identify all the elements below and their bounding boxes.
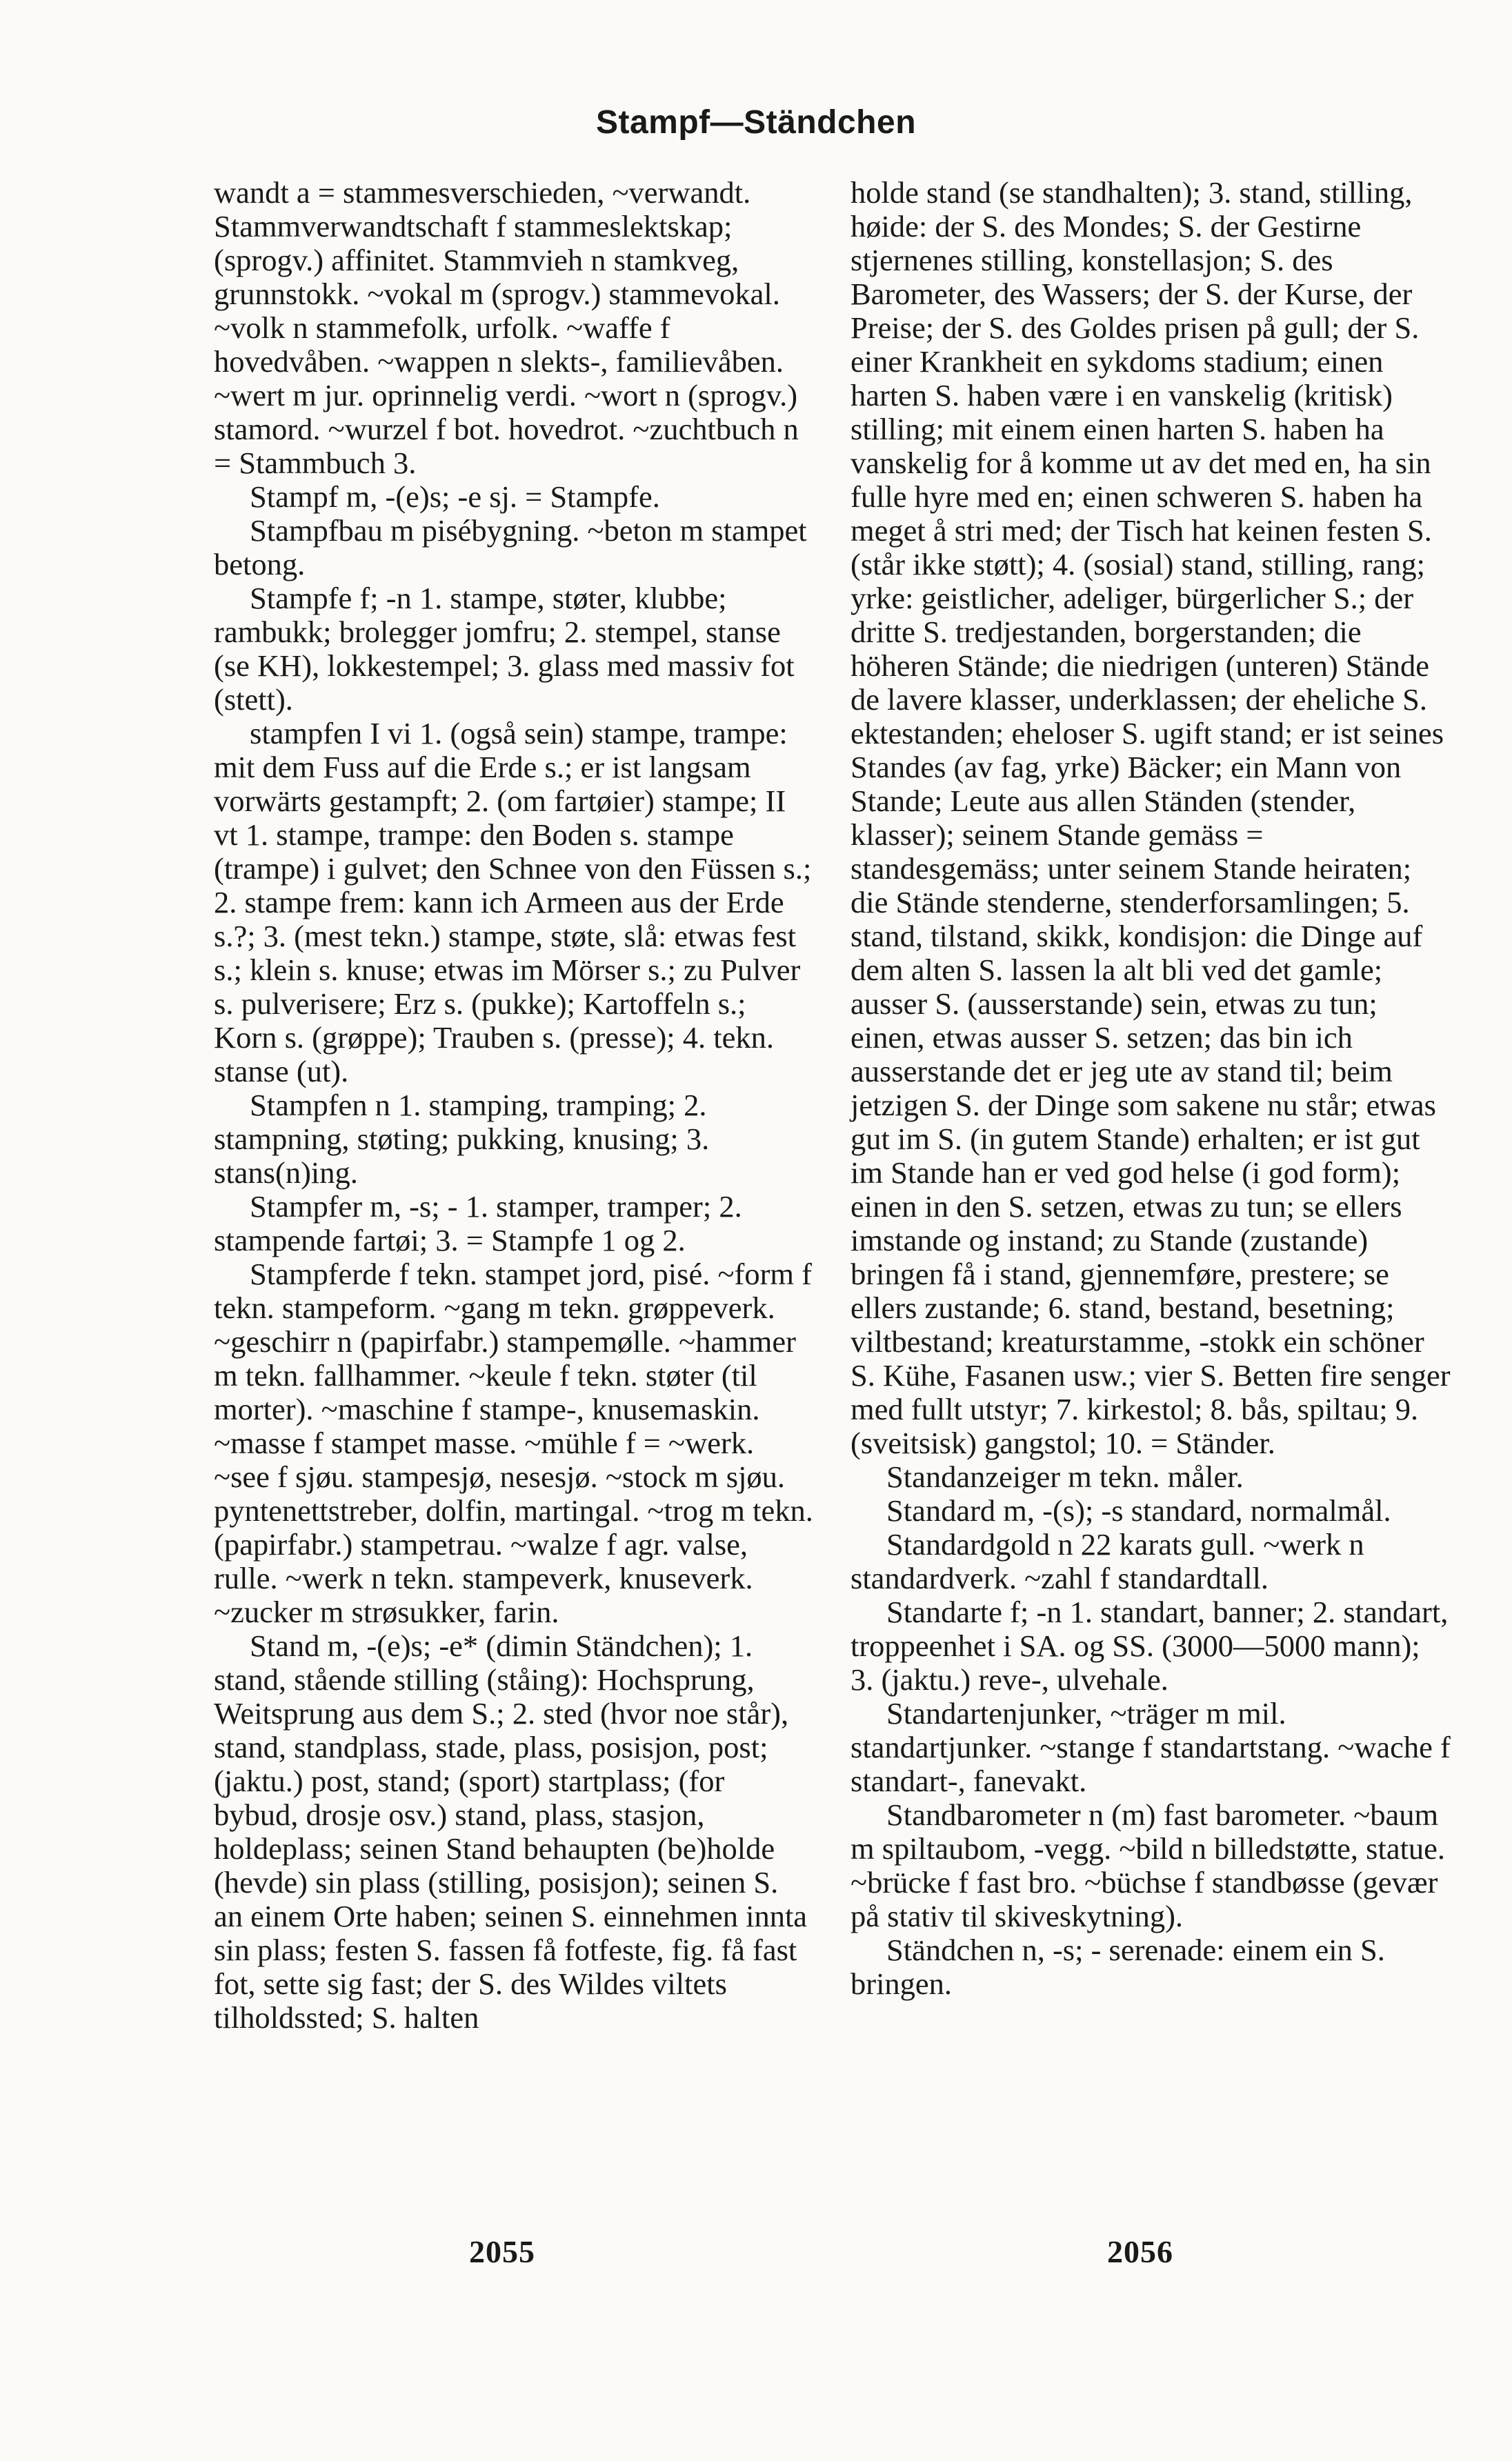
dictionary-entry: Stampfer m, -s; - 1. stamper, tramper; 2. stampende fartøi; 3. = Stampfe 1 og 2. <box>214 1189 742 1257</box>
right-column <box>850 176 1451 2001</box>
dictionary-entry: Ständchen n, -s; - serenade: einem ein S. bringen. <box>850 1933 1385 2001</box>
page-number-left: 2055 <box>469 2234 535 2269</box>
dictionary-entry: Stampfen n 1. stamping, tramping; 2. stampning, støting; pukking, knusing; 3. stans(n)ing. <box>214 1088 710 1190</box>
dictionary-entry: stampfen I vi 1. (også sein) stampe, trampe: mit dem Fuss auf die Erde s.; er ist langsam vorwärts gestampft; 2. (om fartøier) stampe; II vt 1. stampe, trampe: den Boden s. stampe (trampe) i gulvet; den Schnee von den Füssen s.; 2. stampe frem: kann ich Armeen aus der Erde s.?; 3. (mest tekn.) stampe, støte, slå: etwas fest s.; klein s. knuse; etwas im Mörser s.; zu Pulver s. pulverisere; Erz s. (pukke); Kartoffeln s.; Korn s. (grøppe); Trauben s. (presse); 4. tekn. stanse (ut). <box>214 716 812 1088</box>
dictionary-entry: Stand m, -(e)s; -e* (dimin Ständchen); 1. stand, stående stilling (ståing): Hochsprung, Weitsprung aus dem S.; 2. sted (hvor noe står), stand, standplass, stade, plass, posisjon, post; (jaktu.) post, stand; (sport) startplass; (for bybud, drosje osv.) stand, plass, stasjon, holdeplass; seinen Stand behaupten (be)holde (hevde) sin plass (stilling, posisjon); seinen S. an einem Orte haben; seinen S. einnehmen innta sin plass; festen S. fassen få fotfeste, fig. få fast fot, sette sig fast; der S. des Wildes viltets tilholdssted; S. halten <box>214 1628 808 2035</box>
dictionary-entry: wandt a = stammesverschieden, ~verwandt. Stammverwandtschaft f stammeslektskap; (sprogv.) affinitet. Stammvieh n stamkveg, grunnstokk. ~vokal m (sprogv.) stammevokal. ~volk n stammefolk, urfolk. ~waffe f hovedvåben. ~wappen n slekts-, familievåben. ~wert m jur. oprinnelig verdi. ~wort n (sprogv.) stamord. ~wurzel f bot. hovedrot. ~zuchtbuch n = Stammbuch 3. <box>214 175 799 480</box>
dictionary-entry: Stampf m, -(e)s; -e sj. = Stampfe. <box>250 479 660 514</box>
dictionary-entry: Stampferde f tekn. stampet jord, pisé. ~form f tekn. stampeform. ~gang m tekn. grøppeverk. ~geschirr n (papirfabr.) stampemølle. ~hammer m tekn. fallhammer. ~keule f tekn. støter (til morter). ~maschine f stampe-, knusemaskin. ~masse f stampet masse. ~mühle f = ~werk. ~see f sjøu. stampesjø, nesesjø. ~stock m sjøu. pyntenettstreber, dolfin, martingal. ~trog m tekn. (papirfabr.) stampetrau. ~walze f agr. valse, rulle. ~werk n tekn. stampeverk, knuseverk. ~zucker m strøsukker, farin. <box>214 1257 813 1629</box>
dictionary-entry: Standanzeiger m tekn. måler. <box>886 1459 1244 1494</box>
dictionary-entry: Stampfbau m pisébygning. ~beton m stampet betong. <box>214 513 807 581</box>
dictionary-entry: holde stand (se standhalten); 3. stand, stilling, høide: der S. des Mondes; S. der Gestirne stjernenes stilling, konstellasjon; S. des Barometer, des Wassers; der S. der Kurse, der Preise; der S. des Goldes prisen på gull; der S. einer Krankheit en sykdoms stadium; einen harten S. haben være i en vanskelig (kritisk) stilling; mit einem einen harten S. haben ha vanskelig for å komme ut av det med en, ha sin fulle hyre med en; einen schweren S. haben ha meget å stri med; der Tisch hat keinen festen S. (står ikke støtt); 4. (sosial) stand, stilling, rang; yrke: geistlicher, adeliger, bürgerlicher S.; der dritte S. tredjestanden, borgerstanden; die höheren Stände; die niedrigen (unteren) Stände de lavere klasser, underklassen; der eheliche S. ektestanden; eheloser S. ugift stand; er ist seines Standes (av fag, yrke) Bäcker; ein Mann von Stande; Leute aus allen Ständen (stender, klasser); seinem Stande gemäss = standesgemäss; unter seinem Stande heiraten; die Stände stenderne, stenderforsamlingen; 5. stand, tilstand, skikk, kondisjon: die Dinge auf dem alten S. lassen la alt bli ved det gamle; ausser S. (ausserstande) sein, etwas zu tun; einen, etwas ausser S. setzen; das bin ich ausserstande det er jeg ute av stand til; beim jetzigen S. der Dinge som sakene nu står; etwas gut im S. (in gutem Stande) erhalten; er ist gut im Stande han er ved god helse (i god form); einen in den S. setzen, etwas zu tun; se ellers imstande og instand; zu Stande (zustande) bringen få i stand, gjennemføre, prestere; se ellers zustande; 6. stand, bestand, besetning; viltbestand; kreaturstamme, -stokk ein schöner S. Kühe, Fasanen usw.; vier S. Betten fire senger med fullt utstyr; 7. kirkestol; 8. bås, spiltau; 9. (sveitsisk) gangstol; 10. = Ständer. <box>850 175 1451 1460</box>
dictionary-entry: Standbarometer n (m) fast barometer. ~baum m spiltaubom, -vegg. ~bild n billedstøtte, statue. ~brücke f fast bro. ~büchse f standbøsse (gevær på stativ til skiveskytning). <box>850 1797 1446 1933</box>
page-number-right: 2056 <box>1107 2234 1173 2269</box>
dictionary-entry: Standard m, -(s); -s standard, normalmål. <box>886 1493 1391 1528</box>
running-head: Stampf—Ständchen <box>595 104 917 141</box>
dictionary-entry: Standarte f; -n 1. standart, banner; 2. standart, troppeenhet i SA. og SS. (3000—5000 mann); 3. (jaktu.) reve-, ulvehale. <box>850 1595 1449 1697</box>
left-column <box>214 176 814 2035</box>
dictionary-entry: Standartenjunker, ~träger m mil. standartjunker. ~stange f standartstang. ~wache f standart-, fanevakt. <box>850 1696 1451 1798</box>
dictionary-entry: Standardgold n 22 karats gull. ~werk n standardverk. ~zahl f standardtall. <box>850 1527 1364 1595</box>
dictionary-entry: Stampfe f; -n 1. stampe, støter, klubbe; rambukk; brolegger jomfru; 2. stempel, stanse (se KH), lokkestempel; 3. glass med massiv fot (stett). <box>214 581 795 717</box>
